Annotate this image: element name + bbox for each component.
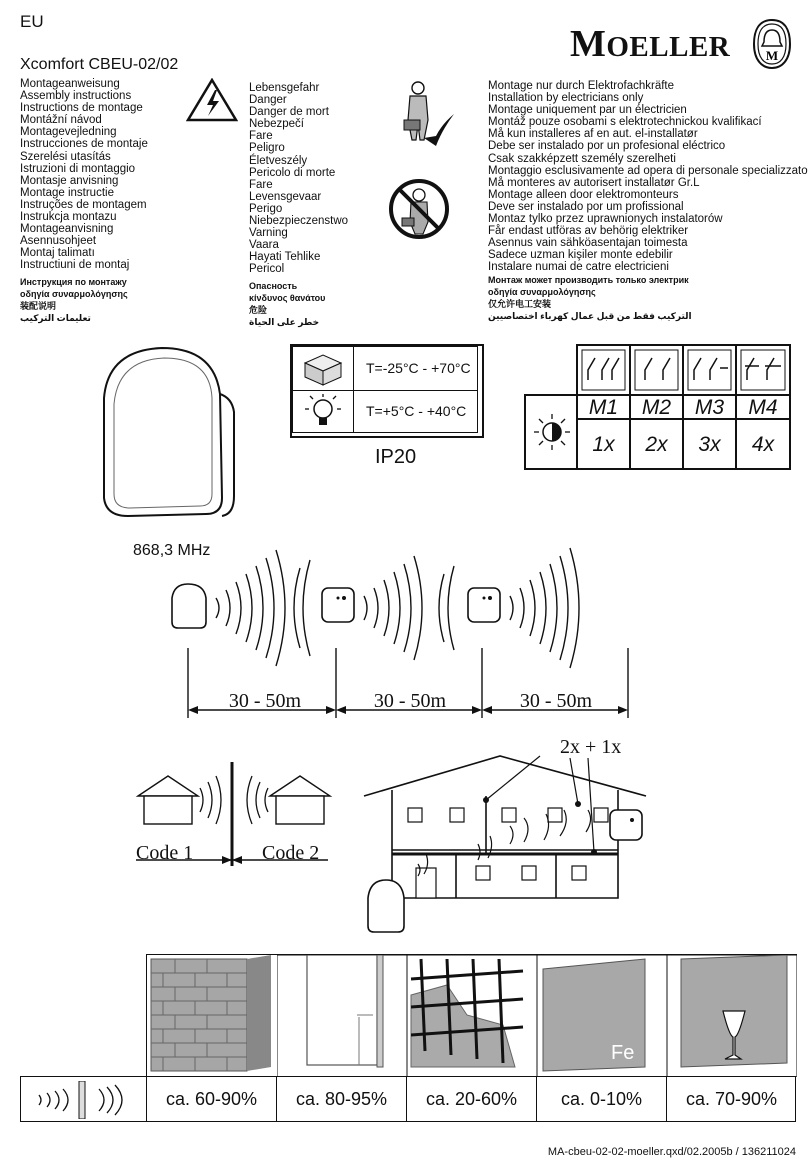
press-count: 2x [629, 418, 684, 470]
mode-table [524, 344, 796, 470]
switch-symbol-icon [737, 346, 789, 394]
list-item: Montaggio esclusivamente ad opera di personale specializzato [488, 164, 808, 177]
list-item: Montage instructie [20, 186, 114, 199]
list-item: Montagevejledning [20, 126, 117, 139]
operation-temperature: T=+5°C - +40°C [353, 390, 478, 433]
list-item: 仅允许电工安装 [488, 298, 552, 309]
list-item: Montaz tylko przez uprawnionych instalatorów [488, 213, 723, 226]
repeater-device [322, 588, 354, 622]
list-item: Montasje anvisning [20, 174, 119, 187]
list-item: Pericol [249, 263, 285, 276]
product-title: Xcomfort CBEU-02/02 [20, 56, 179, 73]
push-button-device-illustration [84, 338, 244, 520]
electrician-column [488, 80, 808, 322]
list-item: οδηγία συναρμολόγησης [20, 288, 128, 299]
instructions-column [20, 78, 148, 324]
wall-transmitter-device [364, 876, 408, 934]
attenuation-value: ca. 60-90% [146, 1076, 276, 1122]
operation-cell [292, 390, 354, 433]
list-item: Levensgevaar [249, 190, 322, 203]
storage-temperature: T=-25°C - +70°C [353, 346, 478, 391]
list-item: Lebensgefahr [249, 82, 320, 94]
mode-label: M2 [629, 394, 684, 420]
receiver-device [610, 810, 642, 840]
list-item: οδηγία συναρμολόγησης [488, 286, 596, 297]
fe-label: Fe [611, 1042, 635, 1064]
list-item: Montaj talimatı [20, 247, 95, 260]
code-1-label: Code 1 [136, 842, 194, 864]
list-item: Får endast utföras av behörig elektriker [488, 225, 689, 238]
unqualified-prohibited-icon [388, 178, 450, 240]
list-item: Asennus vain sähköasentajan toimesta [488, 237, 688, 250]
brand-wordmark [570, 22, 730, 66]
list-item: Instrukcja montazu [20, 211, 117, 224]
package-icon [293, 347, 353, 390]
mode1-symbol [576, 344, 631, 396]
wood-panel-material [277, 955, 407, 1077]
list-item: κίνδυνος θανάτου [249, 292, 326, 303]
reinforced-concrete-material [407, 955, 537, 1077]
list-item: Hayati Tehlike [249, 251, 321, 264]
list-item: Életveszély [249, 154, 308, 167]
radio-waves [510, 548, 579, 668]
press-count: 1x [576, 418, 631, 470]
list-item: Montážní návod [20, 114, 102, 127]
list-item: Danger [249, 94, 287, 107]
list-item: 装配说明 [20, 300, 57, 311]
lightbulb-icon [293, 391, 353, 433]
list-item: Vaara [249, 239, 279, 252]
list-item: Istruzioni di montaggio [20, 162, 136, 175]
list-item: Assembly instructions [20, 90, 132, 103]
list-item: Danger de mort [249, 106, 329, 119]
list-item: Nebezpečí [249, 118, 304, 131]
list-item: التركيب فقط من قبل عمال كهرباء اختصاصيين [488, 310, 692, 321]
switch-symbol-icon [578, 346, 629, 394]
repeater-device [468, 588, 500, 622]
list-item: Perigo [249, 202, 283, 215]
moeller-bell-logo [752, 18, 792, 70]
day-night-sensor-icon [526, 396, 576, 468]
list-item: Instalare numai de catre electricieni [488, 261, 669, 274]
list-item: Fare [249, 178, 273, 191]
list-item: Инструкция по монтажу [20, 276, 127, 287]
list-item: Instruções de montagem [20, 198, 147, 211]
list-item: Debe ser instalado por un profesional eléctrico [488, 140, 726, 153]
list-item: Deve ser instalado por um profissional [488, 200, 684, 213]
list-item: Instructions de montage [20, 102, 143, 115]
frequency-label: 868,3 MHz [133, 542, 211, 559]
distance-label: 30 - 50m [373, 690, 447, 712]
transmitter-device [172, 584, 206, 628]
code-2-label: Code 2 [262, 842, 320, 864]
list-item: Szerelési utasítás [20, 150, 111, 163]
list-item: تعليمات التركيب [20, 312, 91, 323]
attenuation-value: ca. 70-90% [666, 1076, 796, 1122]
list-item: Instructiuni de montaj [20, 259, 130, 272]
list-item: Fare [249, 130, 273, 143]
list-item: Sadece uzman kişiler monte edebilir [488, 249, 673, 262]
list-item: Montageanvisning [20, 223, 114, 236]
brick-wall-material [147, 955, 277, 1077]
list-item: 危险 [249, 304, 268, 315]
glass-material [667, 955, 797, 1077]
list-item: Csak szakképzett személy szerelheti [488, 152, 676, 165]
list-item: Montage uniquement par un électricien [488, 104, 687, 117]
materials-row [146, 954, 797, 1077]
temperature-panel [290, 344, 484, 438]
ip-rating: IP20 [375, 446, 417, 468]
danger-column [249, 82, 348, 328]
attenuation-value: ca. 80-95% [276, 1076, 406, 1122]
brand-rest: OELLER [606, 31, 731, 63]
mode2-symbol [629, 344, 684, 396]
attenuation-value: ca. 20-60% [406, 1076, 536, 1122]
list-item: Må kun installeres af en aut. el-installatør [488, 128, 698, 141]
list-item: Montáž pouze osobami s elektrotechnickou kvalifikací [488, 116, 762, 129]
press-count: 3x [682, 418, 737, 470]
storage-cell [292, 346, 354, 391]
list-item: Montage nur durch Elektrofachkräfte [488, 80, 675, 92]
metal-sheet-material [537, 955, 667, 1077]
signal-through-wall-icon [29, 1081, 139, 1119]
list-item: Монтаж может производить только электрик [488, 274, 689, 285]
danger-warning-icon [186, 78, 238, 122]
mode-label: M3 [682, 394, 737, 420]
mode-label: M1 [576, 394, 631, 420]
light-dark-cell [524, 394, 578, 470]
house-right [270, 776, 330, 796]
brand-first-letter: M [570, 23, 607, 65]
distance-label: 30 - 50m [519, 690, 593, 712]
electrician-approved-icon [400, 80, 456, 160]
list-item: Installation by electricians only [488, 92, 644, 105]
switch-symbol-icon [684, 346, 735, 394]
list-item: Må monteres av autorisert installatør Gr.L [488, 176, 700, 189]
region-label: EU [20, 12, 44, 31]
attenuation-value: ca. 0-10% [536, 1076, 666, 1122]
house-annotation: 2x + 1x [560, 736, 622, 758]
press-count: 4x [735, 418, 791, 470]
switch-symbol-icon [631, 346, 682, 394]
list-item: Instrucciones de montaje [20, 138, 148, 151]
list-item: Pericolo di morte [249, 166, 336, 179]
list-item: Asennusohjeet [20, 235, 97, 248]
mode-label: M4 [735, 394, 791, 420]
list-item: خطر على الحياة [249, 316, 320, 327]
logo-letter: M [765, 48, 779, 63]
mode3-symbol [682, 344, 737, 396]
mode4-symbol [735, 344, 791, 396]
radio-waves [364, 556, 454, 660]
list-item: Montageanweisung [20, 78, 120, 90]
document-footer: MA-cbeu-02-02-moeller.qxd/02.2005b / 136211024 [547, 1146, 796, 1158]
list-item: Опасность [249, 280, 298, 291]
list-item: Montage alleen door elektromonteurs [488, 188, 679, 201]
house-left [138, 776, 198, 796]
radio-waves [216, 550, 310, 666]
distance-label: 30 - 50m [228, 690, 302, 712]
list-item: Niebezpieczenstwo [249, 215, 349, 228]
list-item: Peligro [249, 142, 285, 155]
list-item: Varning [249, 227, 288, 240]
